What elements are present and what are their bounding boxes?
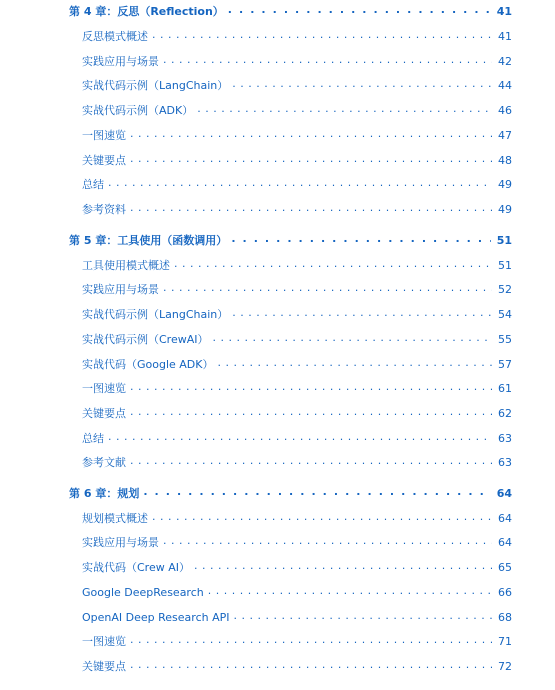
toc-entry-title: 实战代码示例（CrewAI）	[82, 333, 209, 346]
dot-leader	[213, 333, 493, 347]
dot-leader	[163, 55, 492, 69]
toc-entry[interactable]	[82, 197, 512, 217]
toc-page-number: 55	[498, 333, 512, 346]
toc-page-number: 49	[498, 178, 512, 191]
toc-entry[interactable]	[82, 253, 512, 273]
toc-entry[interactable]	[82, 426, 512, 446]
toc-entry-title: 参考文献	[82, 456, 126, 469]
toc-entry[interactable]	[82, 555, 512, 575]
toc-page-number: 47	[498, 129, 512, 142]
toc-entry-title: 实践应用与场景	[82, 283, 159, 296]
dot-leader	[130, 203, 492, 217]
toc-entry[interactable]	[82, 277, 512, 297]
dot-leader	[130, 129, 492, 143]
toc-entry[interactable]	[82, 530, 512, 550]
toc-entry-title: 关键要点	[82, 407, 126, 420]
toc-page-number: 46	[498, 104, 512, 117]
dot-leader	[218, 358, 493, 372]
toc-entry[interactable]	[82, 172, 512, 192]
toc-page-number: 48	[498, 154, 512, 167]
dot-leader	[174, 259, 492, 273]
toc-entry-title: 实践应用与场景	[82, 55, 159, 68]
toc-page-number: 41	[496, 5, 512, 18]
toc-entry-title: 实战代码（Crew AI）	[82, 561, 190, 574]
toc-entry[interactable]	[82, 73, 512, 93]
toc-chapter-4[interactable]	[69, 0, 512, 19]
toc-entry[interactable]	[82, 654, 512, 674]
toc-entry-title: 反思模式概述	[82, 30, 148, 43]
dot-leader	[228, 5, 491, 19]
toc-entry-title: 实践应用与场景	[82, 536, 159, 549]
toc-entry[interactable]	[82, 580, 512, 600]
toc-entry-title: 第 4 章：反思（Reflection）	[69, 5, 224, 18]
toc-entry-title: 第 6 章：规划	[69, 487, 140, 500]
dot-leader	[152, 512, 492, 526]
toc-page-number: 64	[496, 487, 512, 500]
toc-entry[interactable]	[82, 327, 512, 347]
toc-page-number: 41	[498, 30, 512, 43]
dot-leader	[232, 308, 492, 322]
dot-leader	[130, 407, 492, 421]
toc-page-number: 71	[498, 635, 512, 648]
toc-entry-title: 总结	[82, 432, 104, 445]
toc-entry[interactable]	[82, 24, 512, 44]
toc-entry[interactable]	[82, 352, 512, 372]
toc-entry[interactable]	[82, 450, 512, 470]
toc-entry-title: 一图速览	[82, 635, 126, 648]
toc-entry-title: 第 5 章：工具使用（函数调用）	[69, 234, 228, 247]
toc-entry-title: 工具使用模式概述	[82, 259, 170, 272]
dot-leader	[208, 586, 492, 600]
dot-leader	[130, 635, 492, 649]
toc-page-number: 51	[498, 259, 512, 272]
toc-entry[interactable]	[82, 123, 512, 143]
toc-entry-title: OpenAI Deep Research API	[82, 611, 230, 624]
toc-page-number: 54	[498, 308, 512, 321]
toc-page-number: 49	[498, 203, 512, 216]
toc-entry-title: 关键要点	[82, 660, 126, 673]
toc-page-number: 64	[498, 512, 512, 525]
toc-entry[interactable]	[82, 49, 512, 69]
toc-entry-title: 一图速览	[82, 382, 126, 395]
toc-page-number: 68	[498, 611, 512, 624]
dot-leader	[194, 561, 492, 575]
toc-page-number: 66	[498, 586, 512, 599]
toc-page-number: 65	[498, 561, 512, 574]
toc-page-number: 63	[498, 432, 512, 445]
toc-entry[interactable]	[82, 302, 512, 322]
toc-entry[interactable]	[82, 98, 512, 118]
dot-leader	[152, 30, 492, 44]
dot-leader	[130, 660, 492, 674]
toc-entry-title: 实战代码示例（LangChain）	[82, 79, 229, 92]
toc-page-number: 57	[498, 358, 512, 371]
toc-page-number: 64	[498, 536, 512, 549]
toc-page-number: 72	[498, 660, 512, 673]
toc-chapter-6[interactable]	[69, 481, 512, 501]
toc-chapter-5[interactable]	[69, 228, 512, 248]
dot-leader	[108, 178, 492, 192]
toc-page-number: 42	[498, 55, 512, 68]
toc-entry[interactable]	[82, 629, 512, 649]
toc-entry-title: 总结	[82, 178, 104, 191]
toc-entry[interactable]	[82, 376, 512, 396]
dot-leader	[231, 234, 490, 248]
toc-page-number: 63	[498, 456, 512, 469]
toc-entry[interactable]	[82, 148, 512, 168]
dot-leader	[130, 456, 492, 470]
dot-leader	[234, 611, 493, 625]
dot-leader	[163, 283, 492, 297]
toc-entry-title: Google DeepResearch	[82, 586, 204, 599]
toc-page-number: 51	[496, 234, 512, 247]
toc-entry[interactable]	[82, 605, 512, 625]
dot-leader	[232, 79, 492, 93]
dot-leader	[108, 432, 492, 446]
dot-leader	[197, 104, 492, 118]
toc-entry[interactable]	[82, 401, 512, 421]
toc-entry-title: 实战代码示例（LangChain）	[82, 308, 229, 321]
toc-page-number: 62	[498, 407, 512, 420]
dot-leader	[130, 382, 492, 396]
toc-page-number: 52	[498, 283, 512, 296]
toc-entry-title: 关键要点	[82, 154, 126, 167]
dot-leader	[163, 536, 492, 550]
toc-page-number: 44	[498, 79, 512, 92]
toc-entry-title: 实战代码（Google ADK）	[82, 358, 214, 371]
toc-page-number: 61	[498, 382, 512, 395]
toc-entry[interactable]	[82, 506, 512, 526]
toc-entry-title: 规划模式概述	[82, 512, 148, 525]
toc-entry-title: 一图速览	[82, 129, 126, 142]
toc-entry-title: 实战代码示例（ADK）	[82, 104, 194, 117]
dot-leader	[143, 487, 490, 501]
dot-leader	[130, 154, 492, 168]
toc-entry-title: 参考资料	[82, 203, 126, 216]
